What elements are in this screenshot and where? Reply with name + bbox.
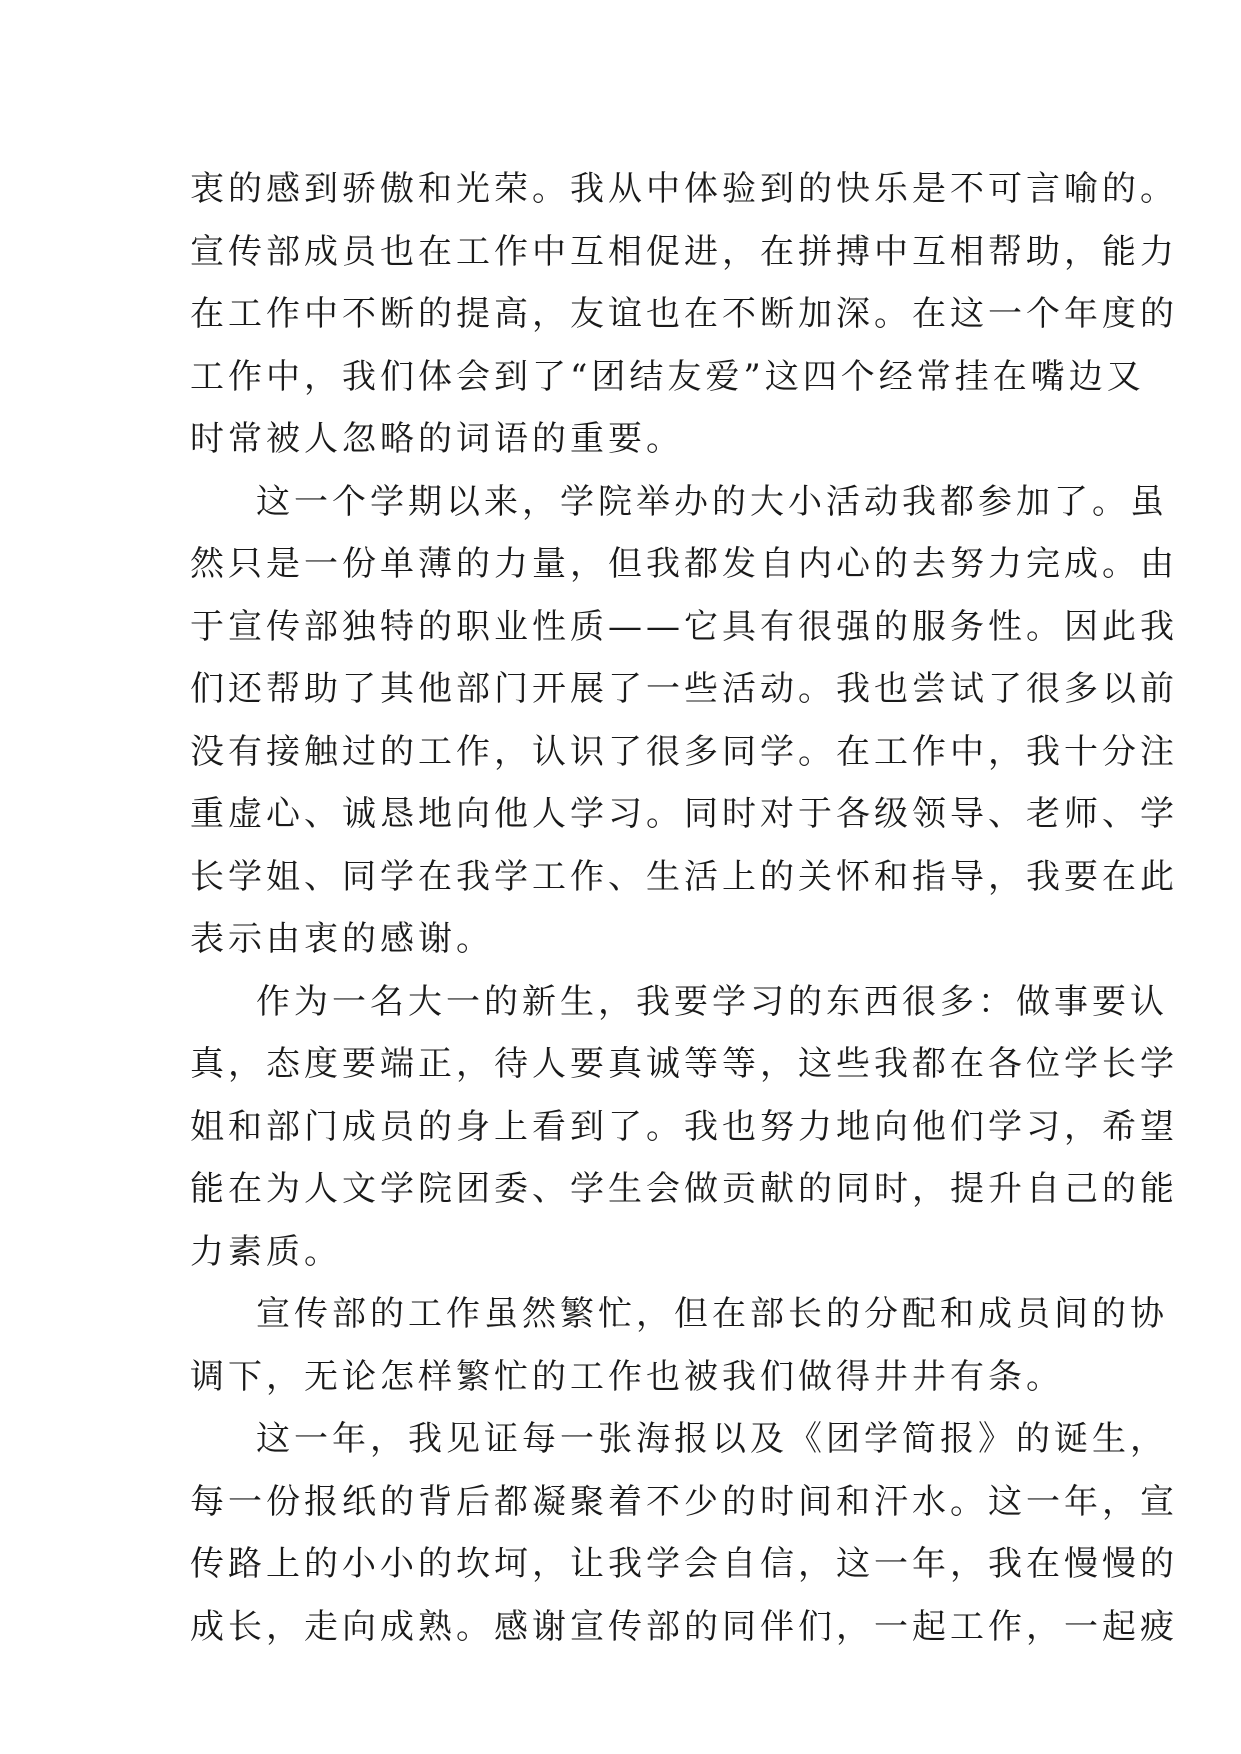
- text-line: 在工作中不断的提高，友谊也在不断加深。在这一个年度的: [190, 294, 1178, 334]
- paragraph-start-line: 这一年，我见证每一张海报以及《团学简报》的诞生，: [256, 1419, 1168, 1459]
- body-text: [190, 158, 1178, 1658]
- text-line: 表示由衷的感谢。: [190, 919, 494, 959]
- text-line: 传路上的小小的坎坷，让我学会自信，这一年，我在慢慢的: [190, 1544, 1178, 1584]
- text-line: 姐和部门成员的身上看到了。我也努力地向他们学习，希望: [190, 1106, 1178, 1147]
- text-line: 衷的感到骄傲和光荣。我从中体验到的快乐是不可言喻的。: [190, 169, 1178, 209]
- text-line: 成长，走向成熟。感谢宣传部的同伴们，一起工作，一起疲: [190, 1606, 1178, 1647]
- text-line: 长学姐、同学在我学工作、生活上的关怀和指导，我要在此: [190, 856, 1178, 897]
- text-line: 重虚心、诚恳地向他人学习。同时对于各级领导、老师、学: [190, 794, 1178, 834]
- text-line: 宣传部成员也在工作中互相促进，在拼搏中互相帮助，能力: [190, 231, 1178, 272]
- paragraph-start-line: 作为一名大一的新生，我要学习的东西很多：做事要认: [256, 981, 1168, 1022]
- text-line: 真，态度要端正，待人要真诚等等，这些我都在各位学长学: [190, 1044, 1178, 1084]
- text-line: 时常被人忽略的词语的重要。: [190, 419, 684, 459]
- text-line: 没有接触过的工作，认识了很多同学。在工作中，我十分注: [190, 731, 1178, 772]
- text-line: 力素质。: [190, 1231, 342, 1272]
- text-line: 每一份报纸的背后都凝聚着不少的时间和汗水。这一年，宣: [190, 1481, 1178, 1522]
- text-line: 于宣传部独特的职业性质——它具有很强的服务性。因此我: [190, 606, 1178, 647]
- paragraph-start-line: 这一个学期以来，学院举办的大小活动我都参加了。虽: [256, 481, 1168, 522]
- text-line: 工作中，我们体会到了“团结友爱”这四个经常挂在嘴边又: [190, 356, 1145, 397]
- paragraph-start-line: 宣传部的工作虽然繁忙，但在部长的分配和成员间的协: [256, 1294, 1168, 1334]
- text-line: 能在为人文学院团委、学生会做贡献的同时，提升自己的能: [190, 1169, 1178, 1209]
- text-line: 调下，无论怎样繁忙的工作也被我们做得井井有条。: [190, 1356, 1064, 1397]
- text-line: 们还帮助了其他部门开展了一些活动。我也尝试了很多以前: [190, 669, 1178, 709]
- text-line: 然只是一份单薄的力量，但我都发自内心的去努力完成。由: [190, 544, 1178, 584]
